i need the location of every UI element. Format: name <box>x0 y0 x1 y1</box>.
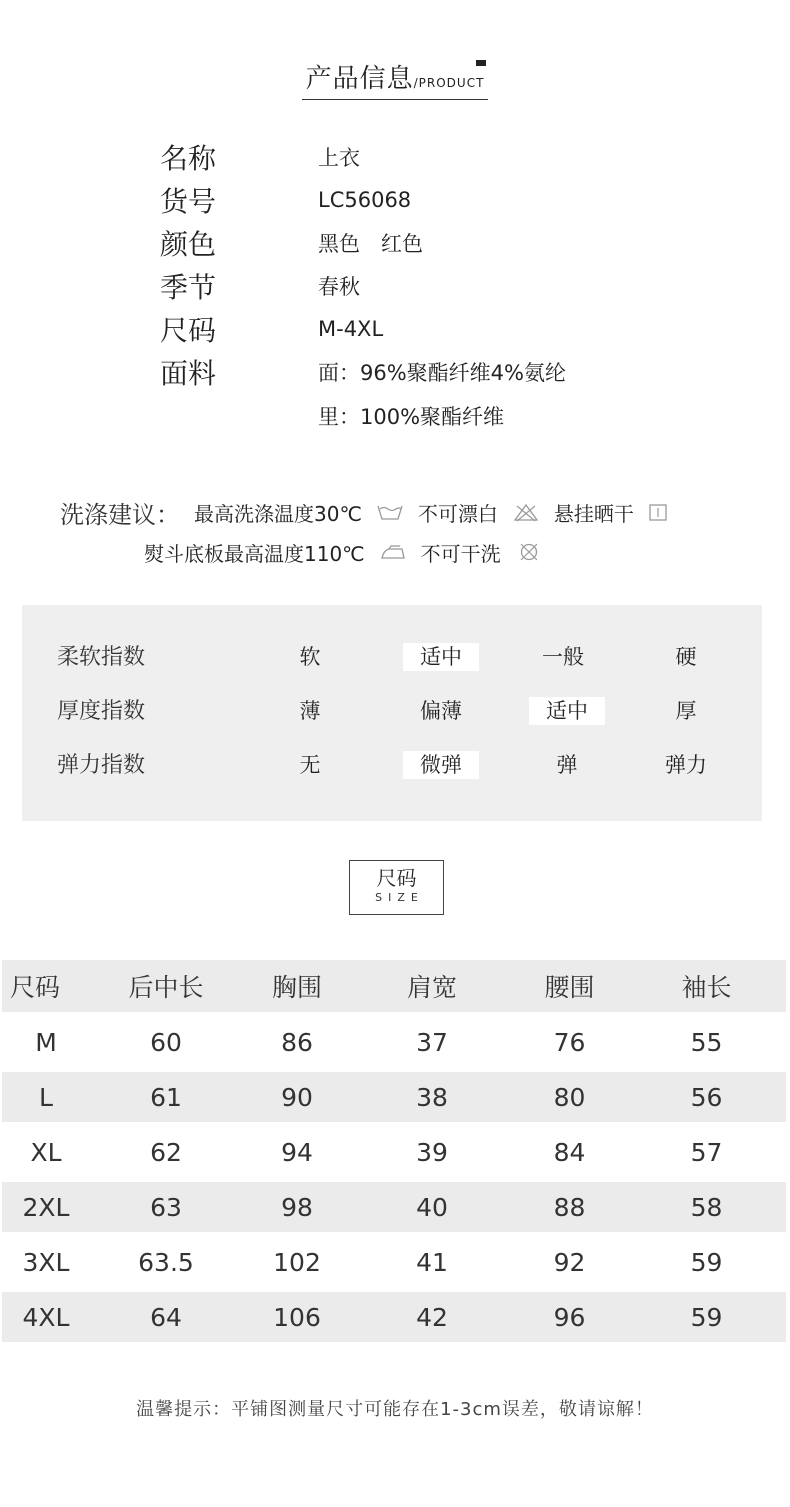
wash-item-no-dry-clean: 不可干洗 <box>420 541 501 566</box>
header-title-group <box>302 58 489 100</box>
table-cell: M <box>35 1027 57 1057</box>
table-cell: 86 <box>281 1027 313 1057</box>
index-option: 弹力 <box>665 753 707 777</box>
info-value: M-4XL <box>318 316 384 341</box>
index-option: 厚 <box>675 699 697 723</box>
table-cell: 63.5 <box>138 1247 194 1277</box>
info-row-lining <box>160 393 566 439</box>
table-row <box>2 1012 786 1072</box>
table-header-cell: 袖长 <box>681 973 732 1002</box>
wash-title: 洗涤建议： <box>60 500 180 529</box>
hang-dry-icon <box>648 502 668 522</box>
table-cell: 63 <box>150 1192 182 1222</box>
info-row-fabric <box>160 350 566 393</box>
info-row-season <box>160 264 566 307</box>
table-row <box>2 1122 786 1182</box>
table-cell: 59 <box>690 1302 723 1332</box>
table-cell: 88 <box>553 1192 586 1222</box>
table-cell: 59 <box>690 1247 723 1277</box>
wash-item-hang-dry: 悬挂晒干 <box>553 501 634 526</box>
wash-item-iron-temp: 熨斗底板最高温度110℃ <box>144 541 365 566</box>
size-table <box>2 960 786 1342</box>
table-cell: 37 <box>416 1027 448 1057</box>
index-option-selected: 微弹 <box>403 751 479 779</box>
table-cell: 102 <box>273 1247 321 1277</box>
size-badge-cn: 尺码 <box>376 866 417 890</box>
index-option: 弹 <box>556 753 578 777</box>
info-label: 季节 <box>160 270 217 304</box>
info-row-color <box>160 221 566 264</box>
table-header-cell: 肩宽 <box>406 973 457 1002</box>
table-cell: 106 <box>273 1302 321 1332</box>
page-title: 产品信息 <box>305 64 414 94</box>
table-cell: 62 <box>150 1137 182 1167</box>
table-cell: 3XL <box>22 1247 70 1277</box>
fabric-index-panel <box>22 605 762 821</box>
table-cell: 60 <box>150 1027 182 1057</box>
table-cell: 61 <box>150 1082 182 1112</box>
no-dry-clean-icon <box>515 542 543 562</box>
table-cell: 41 <box>416 1247 448 1277</box>
table-header-cell: 尺码 <box>10 973 61 1002</box>
table-row <box>2 1232 786 1292</box>
wash-line-2 <box>60 532 790 572</box>
info-value: 上衣 <box>318 145 360 170</box>
table-row <box>2 1182 786 1232</box>
table-cell: 90 <box>281 1082 313 1112</box>
index-option: 无 <box>299 753 321 777</box>
index-label: 弹力指数 <box>57 753 146 778</box>
info-row-sku <box>160 178 566 221</box>
info-value: 黑色 红色 <box>318 231 423 256</box>
index-label: 厚度指数 <box>57 699 146 724</box>
table-row <box>2 1072 786 1122</box>
table-cell: 76 <box>553 1027 586 1057</box>
table-cell: 96 <box>553 1302 586 1332</box>
table-cell: XL <box>30 1137 62 1167</box>
index-option: 硬 <box>675 645 697 669</box>
table-cell: 57 <box>690 1137 723 1167</box>
index-option: 薄 <box>299 699 321 723</box>
info-label: 尺码 <box>160 313 217 347</box>
info-row-size <box>160 307 566 350</box>
table-header-row <box>2 960 786 1012</box>
index-option: 软 <box>299 645 321 669</box>
table-cell: 84 <box>553 1137 586 1167</box>
measurement-tip: 温馨提示：平铺图测量尺寸可能存在1-3cm误差，敬请谅解！ <box>136 1399 654 1420</box>
index-option: 偏薄 <box>420 699 462 723</box>
index-row-softness <box>22 643 762 673</box>
wash-tub-icon <box>376 502 404 522</box>
info-value: 里：100%聚酯纤维 <box>318 405 505 429</box>
wash-item-no-bleach: 不可漂白 <box>417 501 498 526</box>
page-subtitle: /PRODUCT <box>413 76 485 90</box>
table-cell: 39 <box>416 1137 448 1167</box>
index-option-selected: 适中 <box>403 643 479 671</box>
index-label: 柔软指数 <box>57 645 146 670</box>
table-row <box>2 1292 786 1342</box>
wash-instructions <box>60 492 790 572</box>
no-bleach-icon <box>512 502 540 522</box>
info-row-name <box>160 135 566 178</box>
index-row-thickness <box>22 697 762 727</box>
info-label: 名称 <box>160 141 217 175</box>
table-header-cell: 腰围 <box>544 973 595 1002</box>
info-value: LC56068 <box>318 187 412 212</box>
table-cell: 2XL <box>22 1192 70 1222</box>
table-cell: 56 <box>690 1082 723 1112</box>
table-header-cell: 后中长 <box>128 973 204 1002</box>
table-cell: 64 <box>150 1302 182 1332</box>
table-cell: 40 <box>416 1192 448 1222</box>
table-cell: 55 <box>690 1027 723 1057</box>
info-value: 面：96%聚酯纤维4%氨纶 <box>318 360 566 385</box>
index-option-selected: 适中 <box>529 697 605 725</box>
header-mark-icon <box>476 60 486 66</box>
table-cell: L <box>39 1082 53 1112</box>
section-header <box>0 58 790 100</box>
info-value: 春秋 <box>318 274 360 299</box>
table-cell: 42 <box>416 1302 448 1332</box>
table-cell: 98 <box>281 1192 313 1222</box>
product-info <box>160 135 566 439</box>
info-label: 面料 <box>160 356 217 390</box>
size-section-badge <box>349 860 444 915</box>
index-row-elasticity <box>22 751 762 781</box>
wash-item-temp: 最高洗涤温度30℃ <box>194 501 362 526</box>
table-cell: 94 <box>281 1137 313 1167</box>
table-cell: 4XL <box>22 1302 70 1332</box>
index-option: 一般 <box>542 645 584 669</box>
wash-line-1 <box>60 492 790 532</box>
table-cell: 80 <box>553 1082 586 1112</box>
table-cell: 38 <box>416 1082 448 1112</box>
table-cell: 58 <box>690 1192 723 1222</box>
iron-icon <box>379 542 407 562</box>
info-label: 货号 <box>160 184 217 218</box>
size-badge-en: SIZE <box>375 891 424 904</box>
info-label: 颜色 <box>160 227 217 261</box>
table-header-cell: 胸围 <box>271 973 322 1002</box>
table-cell: 92 <box>553 1247 586 1277</box>
